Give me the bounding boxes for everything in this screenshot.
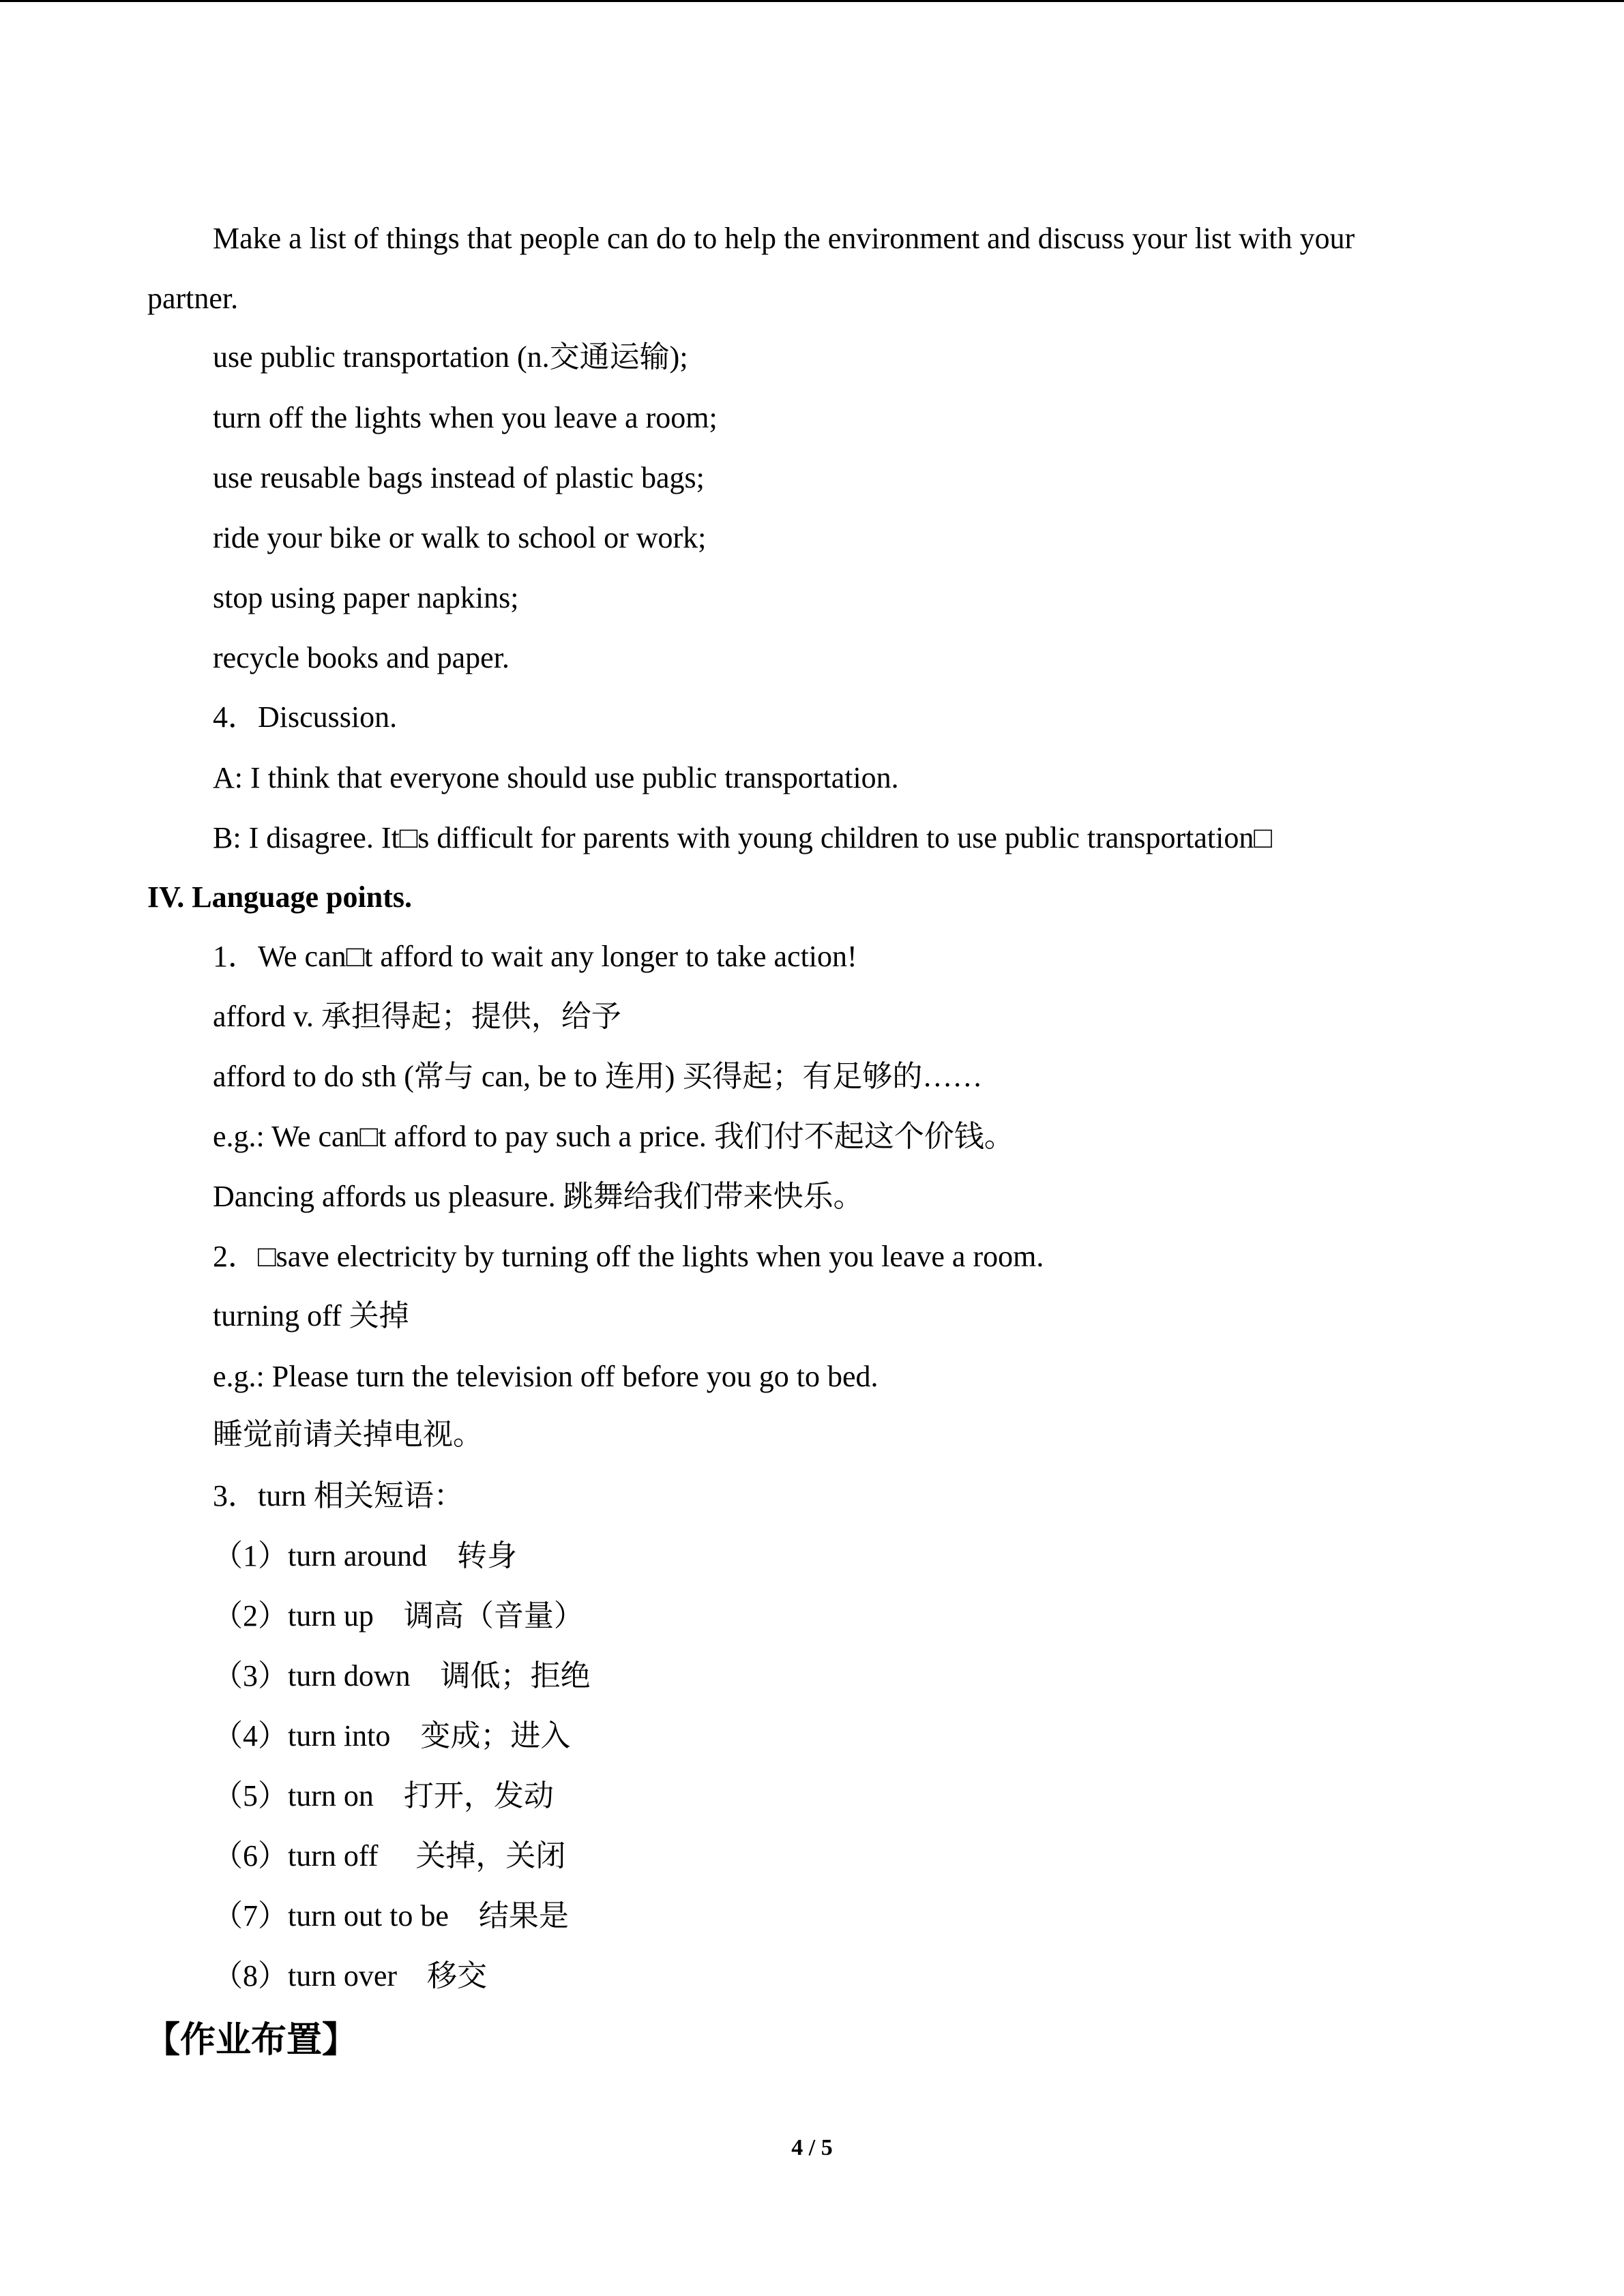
turn-example-cn: 睡觉前请关掉电视。	[213, 1418, 483, 1451]
intro-line-1: Make a list of things that people can do to help the environment and discuss your list with your	[213, 222, 1355, 255]
dialogue-a: A: I think that everyone should use public transportation.	[213, 761, 899, 794]
discussion-title: 4．Discussion.	[213, 700, 398, 734]
list-item: use reusable bags instead of plastic bags;	[213, 461, 705, 494]
afford-definition: afford v. 承担得起；提供，给予	[213, 1000, 621, 1033]
phrase-item: （5）turn on 打开，发动	[213, 1779, 554, 1813]
phrase-item: （6）turn off 关掉，关闭	[213, 1839, 566, 1873]
point-3-title: 3．turn 相关短语：	[213, 1479, 464, 1512]
intro-line-2: partner.	[147, 282, 239, 315]
phrase-item: （4）turn into 变成；进入	[213, 1719, 571, 1753]
dialogue-b: B: I disagree. It□s difficult for parents with young children to use public transportation□	[213, 821, 1272, 854]
section-heading: IV. Language points.	[147, 880, 412, 914]
afford-example-2: Dancing affords us pleasure. 跳舞给我们带来快乐。	[213, 1180, 863, 1213]
afford-example-1: e.g.: We can□t afford to pay such a price. 我们付不起这个价钱。	[213, 1120, 1014, 1153]
point-2-title: 2．□save electricity by turning off the lights when you leave a room.	[213, 1240, 1044, 1273]
turning-off-definition: turning off 关掉	[213, 1299, 409, 1332]
page-top-border	[0, 0, 1624, 2]
list-item: use public transportation (n.交通运输);	[213, 340, 688, 374]
phrase-item: （7）turn out to be 结果是	[213, 1899, 569, 1933]
afford-usage: afford to do sth (常与 can, be to 连用) 买得起；有足够的……	[213, 1060, 983, 1093]
page-number: 4 / 5	[791, 2135, 833, 2160]
phrase-item: （2）turn up 调高（音量）	[213, 1599, 584, 1632]
point-1-title: 1．We can□t afford to wait any longer to take action!	[213, 940, 857, 973]
phrase-item: （3）turn down 调低；拒绝	[213, 1659, 591, 1693]
phrase-item: （8）turn over 移交	[213, 1959, 488, 1993]
homework-heading: 【作业布置】	[145, 2020, 358, 2061]
turn-example-en: e.g.: Please turn the television off before you go to bed.	[213, 1360, 879, 1393]
list-item: turn off the lights when you leave a room;	[213, 401, 718, 434]
list-item: ride your bike or walk to school or work;	[213, 521, 707, 554]
phrase-item: （1）turn around 转身	[213, 1539, 518, 1572]
list-item: stop using paper napkins;	[213, 581, 519, 614]
list-item: recycle books and paper.	[213, 641, 510, 674]
